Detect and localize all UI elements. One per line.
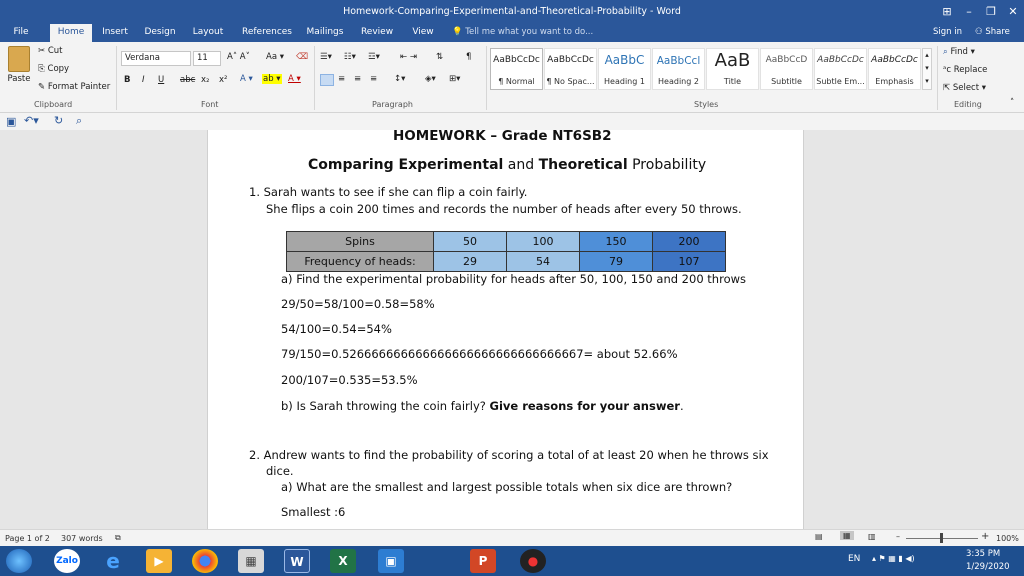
text-effects-icon[interactable]: A ▾ xyxy=(240,74,253,84)
word-count[interactable]: 307 words xyxy=(61,534,103,543)
tab-home[interactable]: Home xyxy=(50,24,92,42)
style-name: Emphasis xyxy=(875,77,914,86)
style-emphasis[interactable] xyxy=(868,48,921,90)
clock-time[interactable]: 3:35 PM xyxy=(966,549,1001,559)
style-sample: AaBbCcDc xyxy=(493,55,540,65)
table-cell: 150 xyxy=(580,232,653,252)
question-2-line-2: dice. xyxy=(266,464,294,478)
question-2a: a) What are the smallest and largest possible totals when six dice are thrown? xyxy=(281,480,733,494)
multilevel-list-icon[interactable]: ☲▾ xyxy=(368,52,380,62)
font-color-icon[interactable]: A ▾ xyxy=(288,74,301,84)
divider xyxy=(314,46,315,110)
lightbulb-icon: 💡 xyxy=(452,27,466,37)
tab-mailings[interactable]: Mailings xyxy=(306,27,344,37)
scissors-icon: ✂ xyxy=(38,46,48,56)
style-name: ¶ Normal xyxy=(498,77,535,86)
editing-group-label: Editing xyxy=(954,100,982,109)
ribbon-display-options-icon[interactable]: ⊞ xyxy=(942,5,952,18)
table-row xyxy=(287,232,726,252)
borders-icon[interactable]: ⊞▾ xyxy=(449,74,461,84)
spins-table xyxy=(286,231,726,272)
quick-access-toolbar xyxy=(0,113,1024,130)
question-2-line-1: 2. Andrew wants to find the probability of scoring a total of at least 20 when he throws six xyxy=(249,448,769,462)
table-cell: 107 xyxy=(653,252,726,272)
language-indicator[interactable]: EN xyxy=(848,554,861,564)
search-icon[interactable]: ⌕ xyxy=(76,114,83,127)
cut-button[interactable]: ✂ Cut xyxy=(38,46,63,56)
subscript-button[interactable]: x₂ xyxy=(201,75,210,85)
sign-in-link[interactable]: Sign in xyxy=(933,27,962,37)
ribbon-tabs xyxy=(0,24,1024,42)
copy-icon: ⎘ xyxy=(38,64,48,74)
font-size-select[interactable]: 11 xyxy=(193,51,221,66)
indent-icon[interactable]: ⇤ ⇥ xyxy=(400,52,417,62)
zoom-out-button[interactable]: – xyxy=(896,532,900,541)
bullets-icon[interactable]: ☰▾ xyxy=(320,52,332,62)
table-cell: 50 xyxy=(434,232,507,252)
undo-icon[interactable]: ↶▾ xyxy=(24,114,39,127)
start-button[interactable] xyxy=(6,549,32,573)
style-no-spacing[interactable] xyxy=(544,48,597,90)
answer-line: 54/100=0.54=54% xyxy=(281,322,392,336)
word-icon[interactable]: W xyxy=(284,549,310,573)
change-case-icon[interactable]: Aa ▾ xyxy=(266,52,284,62)
answer-line: Smallest :6 xyxy=(281,505,346,519)
line-spacing-icon[interactable]: ↕▾ xyxy=(394,74,406,84)
collapse-ribbon-icon[interactable]: ˄ xyxy=(1010,98,1015,108)
tab-review[interactable]: Review xyxy=(360,27,394,37)
align-left-icon[interactable] xyxy=(320,74,334,86)
page-subtitle: Comparing Experimental and Theoretical Probability xyxy=(308,157,707,173)
restore-button[interactable]: ❐ xyxy=(986,5,996,18)
media-player-icon[interactable]: ▶ xyxy=(146,549,172,573)
recorder-icon[interactable]: ● xyxy=(520,549,546,573)
taskbar xyxy=(0,546,1024,576)
close-button[interactable]: ✕ xyxy=(1008,5,1018,18)
internet-explorer-icon[interactable]: e xyxy=(106,549,120,573)
table-cell: 79 xyxy=(580,252,653,272)
copy-button[interactable]: ⎘ Copy xyxy=(38,64,70,74)
web-layout-icon[interactable]: ▥ xyxy=(868,532,876,541)
proofing-icon[interactable]: ⧉ xyxy=(115,533,121,542)
divider xyxy=(937,46,938,110)
style-sample: AaBbC xyxy=(604,53,645,67)
question-1-line-1: 1. Sarah wants to see if she can flip a coin fairly. xyxy=(249,185,528,199)
styles-group-label: Styles xyxy=(694,100,719,109)
paragraph-group-label: Paragraph xyxy=(372,100,413,109)
table-cell: 54 xyxy=(507,252,580,272)
style-normal[interactable] xyxy=(490,48,543,90)
document-area xyxy=(0,130,1024,529)
table-cell: 29 xyxy=(434,252,507,272)
table-cell: 100 xyxy=(507,232,580,252)
zalo-icon[interactable]: Zalo xyxy=(54,549,80,573)
powerpoint-icon[interactable]: P xyxy=(470,549,496,573)
question-1a: a) Find the experimental probability for heads after 50, 100, 150 and 200 throws xyxy=(281,272,746,286)
divider xyxy=(486,46,487,110)
question-1-line-2: She flips a coin 200 times and records the number of heads after every 50 throws. xyxy=(266,202,742,216)
ribbon xyxy=(0,42,1024,113)
strikethrough-button[interactable]: abc xyxy=(180,75,196,85)
tray-icons[interactable]: ▴ ⚑ ▦ ▮ ◀) xyxy=(872,554,915,563)
excel-icon[interactable]: X xyxy=(330,549,356,573)
read-mode-icon[interactable]: ▤ xyxy=(815,532,823,541)
bold-button[interactable]: B xyxy=(124,75,131,85)
find-button[interactable]: ⌕ Find ▾ xyxy=(943,47,975,57)
tab-references[interactable]: References xyxy=(241,27,292,37)
document-page[interactable] xyxy=(207,130,804,529)
clipboard-icon xyxy=(8,46,30,72)
search-icon: ⌕ xyxy=(943,47,951,57)
style-name: Heading 2 xyxy=(658,77,699,86)
divider xyxy=(116,46,117,110)
style-name: ¶ No Spac... xyxy=(546,77,595,86)
highlight-icon[interactable]: ab ▾ xyxy=(263,74,281,84)
style-sample: AaBbCcDc xyxy=(547,55,594,65)
underline-button[interactable]: U xyxy=(158,75,165,85)
select-button[interactable]: ⇱ Select ▾ xyxy=(943,83,987,93)
style-title[interactable] xyxy=(706,48,759,90)
style-sample: AaBbCcD xyxy=(765,55,808,65)
question-1b: b) Is Sarah throwing the coin fairly? Give reasons for your answer. xyxy=(281,399,684,413)
tab-view[interactable]: View xyxy=(412,27,434,37)
window-title: Homework-Comparing-Experimental-and-Theoretical-Probability - Word xyxy=(343,6,681,17)
person-icon: ⚇ xyxy=(975,27,986,37)
replace-icon: ᵃc xyxy=(943,65,954,75)
zoom-slider-thumb[interactable] xyxy=(940,533,943,543)
grow-font-icon[interactable]: A˄ A˅ xyxy=(227,52,250,62)
font-name-select[interactable]: Verdana xyxy=(121,51,191,66)
clipboard-group-label: Clipboard xyxy=(34,100,73,109)
chrome-icon[interactable] xyxy=(192,549,218,573)
status-bar xyxy=(0,529,1024,546)
save-icon[interactable]: ▣ xyxy=(6,115,17,128)
tab-design[interactable]: Design xyxy=(144,27,176,37)
style-subtitle[interactable] xyxy=(760,48,813,90)
redo-icon[interactable]: ↻ xyxy=(54,114,64,127)
style-sample: AaB xyxy=(714,50,751,71)
cursor-icon: ⇱ xyxy=(943,83,953,93)
replace-button[interactable]: ᵃc Replace xyxy=(943,65,988,75)
style-name: Subtitle xyxy=(771,77,802,86)
share-button[interactable]: ⚇ Share xyxy=(975,27,1010,37)
styles-scroll[interactable]: ▴ ▾ ▾ xyxy=(922,48,932,90)
page-count[interactable]: Page 1 of 2 xyxy=(5,534,50,543)
app-icon[interactable]: ▣ xyxy=(378,549,404,573)
zoom-in-button[interactable]: + xyxy=(981,531,990,542)
style-heading-2[interactable] xyxy=(652,48,705,90)
style-name: Subtle Em... xyxy=(816,77,865,86)
style-heading-1[interactable] xyxy=(598,48,651,90)
minimize-button[interactable]: – xyxy=(966,5,972,18)
justify-icon[interactable]: ≡ xyxy=(370,74,378,84)
homework-title: HOMEWORK – Grade NT6SB2 xyxy=(393,130,612,144)
brush-icon: ✎ xyxy=(38,82,48,92)
calculator-icon[interactable]: ▦ xyxy=(238,549,264,573)
numbering-icon[interactable]: ☷▾ xyxy=(344,52,356,62)
style-name: Title xyxy=(723,77,742,86)
answer-line: 29/50=58/100=0.58=58% xyxy=(281,297,435,311)
style-sample: AaBbCcl xyxy=(656,55,701,67)
shading-icon[interactable]: ◈▾ xyxy=(425,74,436,84)
table-row xyxy=(287,252,726,272)
paste-button[interactable]: Paste xyxy=(6,46,32,86)
tab-insert[interactable]: Insert xyxy=(102,27,128,37)
format-painter-button[interactable]: ✎ Format Painter xyxy=(38,82,111,92)
tab-file[interactable]: File xyxy=(13,27,29,37)
italic-button[interactable]: I xyxy=(142,75,145,85)
table-cell: Spins xyxy=(287,232,434,252)
answer-line: 79/150=0.526666666666666666666666666666667= about 52.66% xyxy=(281,347,678,361)
align-center-icon[interactable]: ≡ xyxy=(338,74,346,84)
pilcrow-icon[interactable]: ¶ xyxy=(466,52,472,62)
align-right-icon[interactable]: ≡ xyxy=(354,74,362,84)
table-cell: 200 xyxy=(653,232,726,252)
style-subtle-emphasis[interactable] xyxy=(814,48,867,90)
table-cell: Frequency of heads: xyxy=(287,252,434,272)
tell-me-box[interactable]: 💡 Tell me what you want to do... xyxy=(452,27,594,37)
sort-icon[interactable]: ⇅ xyxy=(436,52,444,62)
print-layout-icon[interactable]: ▦ xyxy=(840,531,854,540)
style-sample: AaBbCcDc xyxy=(817,55,864,65)
title-bar xyxy=(0,0,1024,24)
superscript-button[interactable]: x² xyxy=(219,75,228,85)
zoom-level[interactable]: 100% xyxy=(996,534,1019,543)
clear-formatting-icon[interactable]: ⌫ xyxy=(296,52,309,62)
style-sample: AaBbCcDc xyxy=(871,55,918,65)
tab-layout[interactable]: Layout xyxy=(192,27,224,37)
clock-date[interactable]: 1/29/2020 xyxy=(966,562,1010,572)
answer-line: 200/107=0.535=53.5% xyxy=(281,373,418,387)
style-name: Heading 1 xyxy=(604,77,645,86)
font-group-label: Font xyxy=(201,100,219,109)
